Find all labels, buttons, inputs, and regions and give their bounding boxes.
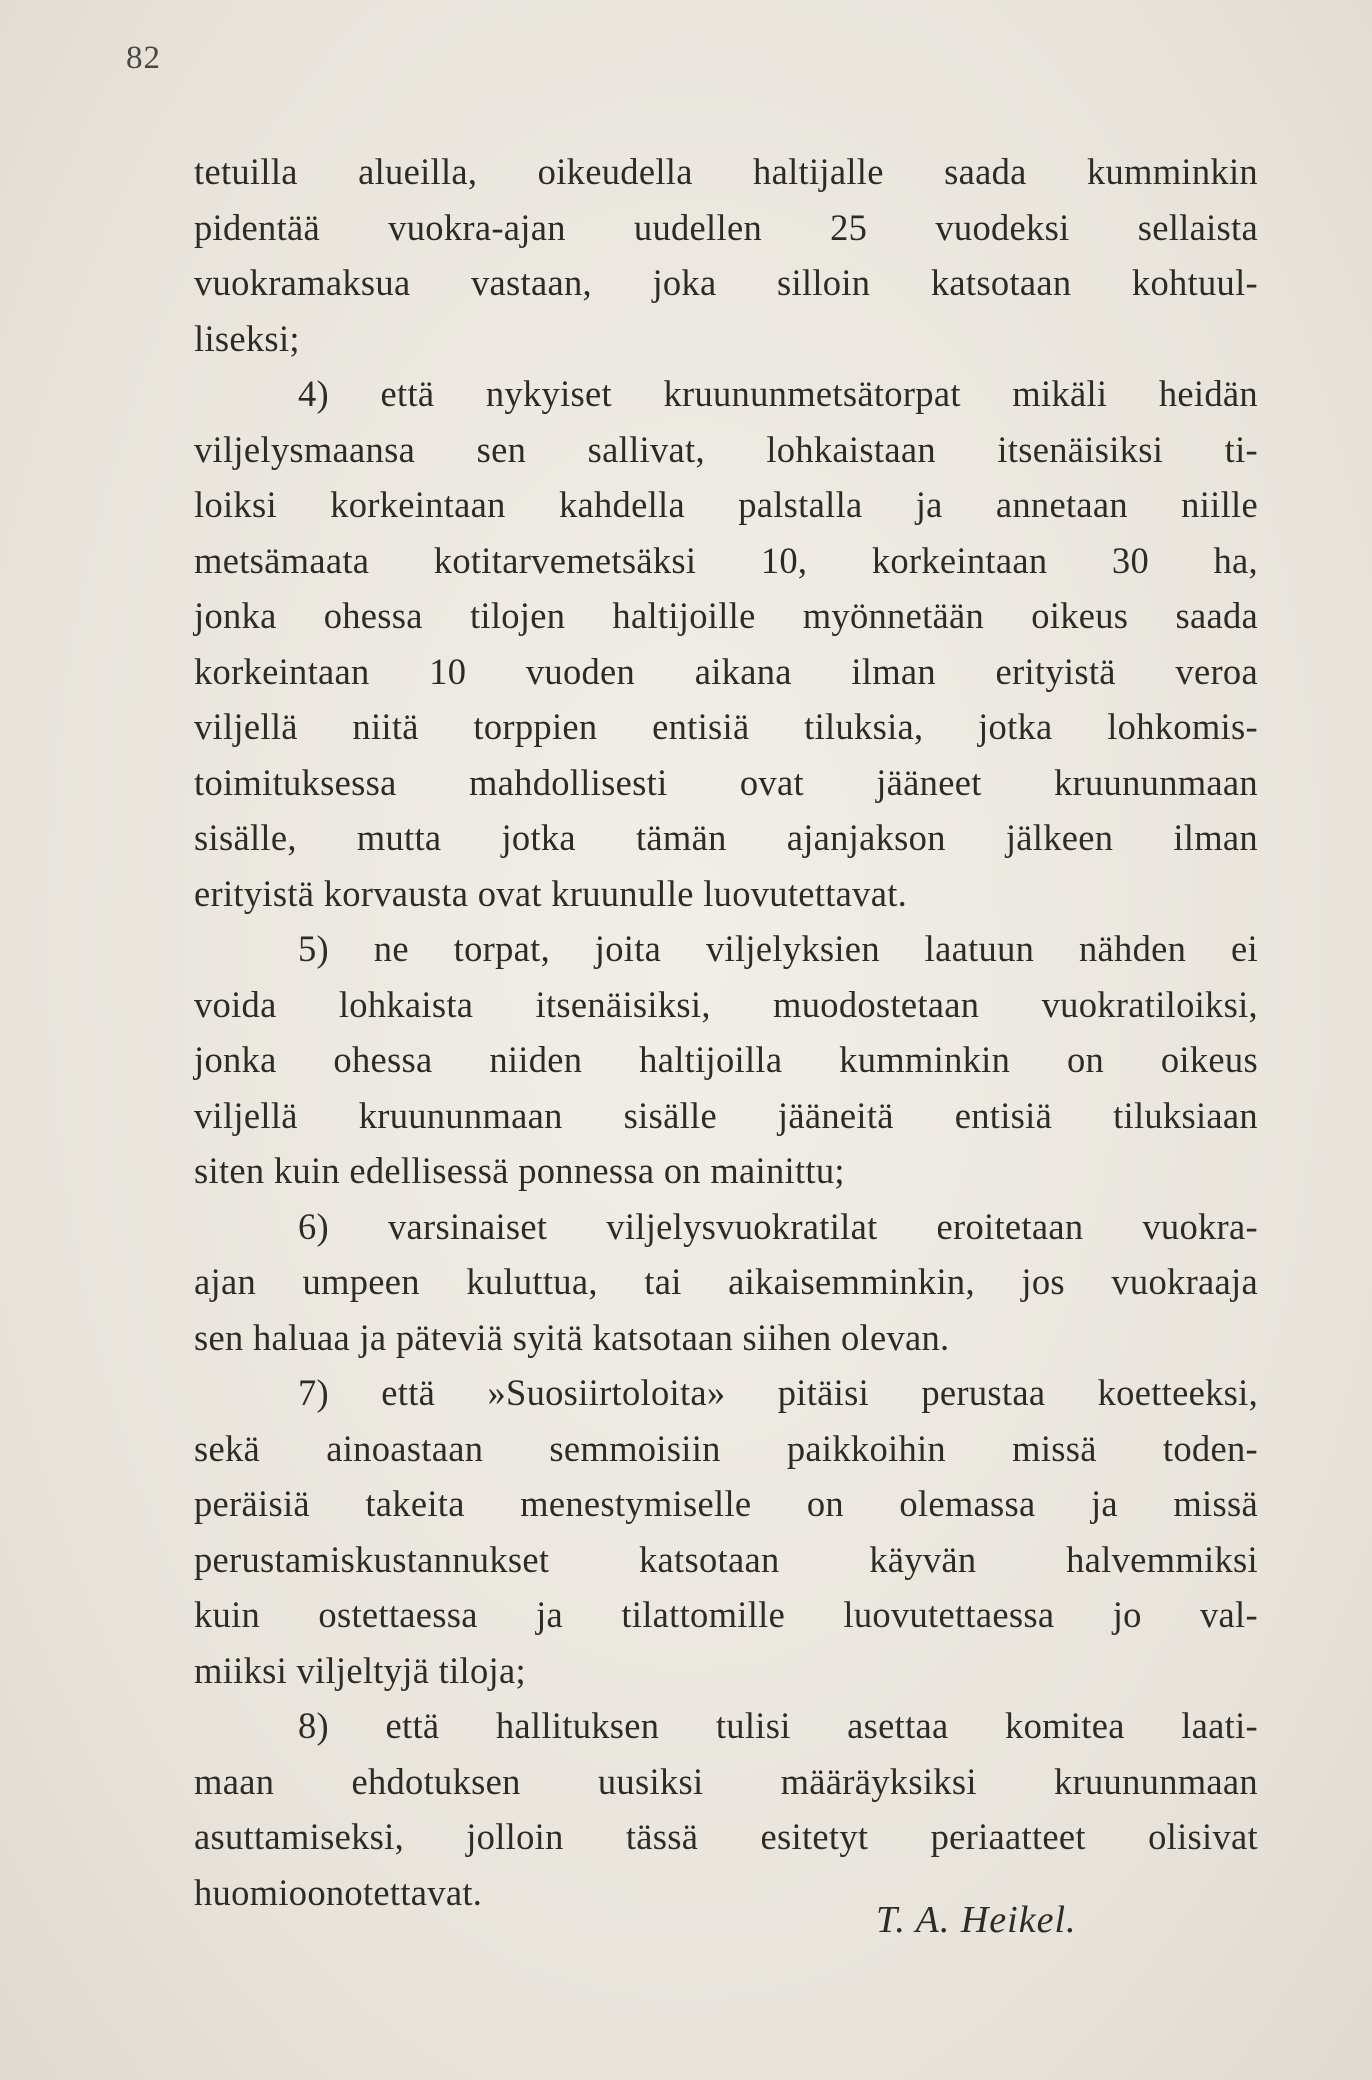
signature: T. A. Heikel. (876, 1899, 1077, 1941)
text-line: peräisiä takeita menestymiselle on olemassa ja missä (194, 1483, 1258, 1524)
text-line: tetuilla alueilla, oikeudella haltijalle saada kumminkin (194, 151, 1258, 192)
text-line: vuokramaksua vastaan, joka silloin katsotaan kohtuul- (194, 262, 1258, 303)
text-line: viljellä kruununmaan sisälle jääneitä entisiä tiluksiaan (194, 1094, 1258, 1136)
text-line: siten kuin edellisessä ponnessa on mainittu; (194, 1150, 845, 1191)
text-line: kuin ostettaessa ja tilattomille luovutettaessa jo val- (194, 1594, 1258, 1635)
text-line: loiksi korkeintaan kahdella palstalla ja annetaan niille (194, 484, 1258, 525)
text-line: miiksi viljeltyjä tiloja; (194, 1649, 526, 1691)
text-line: ajan umpeen kuluttua, tai aikaisemminkin, jos vuokraaja (194, 1261, 1258, 1302)
text-line: viljellä niitä torppien entisiä tiluksia, jotka lohkomis- (194, 706, 1258, 747)
text-line: huomioonotettavat. (194, 1871, 483, 1913)
text-line: jonka ohessa tilojen haltijoille myönnetään oikeus saada (194, 595, 1258, 636)
text-line: toimituksessa mahdollisesti ovat jääneet kruununmaan (194, 761, 1258, 803)
text-line: korkeintaan 10 vuoden aikana ilman erityistä veroa (194, 650, 1258, 692)
text-line: 7) että »Suosiirtoloita» pitäisi perustaa koetteeksi, (298, 1372, 1258, 1413)
text-line: sisälle, mutta jotka tämän ajanjakson jälkeen ilman (194, 817, 1258, 858)
text-line: 5) ne torpat, joita viljelyksien laatuun nähden ei (298, 928, 1258, 969)
text-line: liseksi; (194, 317, 300, 359)
text-line: metsämaata kotitarvemetsäksi 10, korkeintaan 30 ha, (194, 539, 1258, 581)
text-line: sen haluaa ja päteviä syitä katsotaan siihen olevan. (194, 1316, 950, 1358)
text-line: maan ehdotuksen uusiksi määräyksiksi kruununmaan (194, 1760, 1258, 1802)
text-line: asuttamiseksi, jolloin tässä esitetyt periaatteet olisivat (194, 1816, 1258, 1857)
text-line: viljelysmaansa sen sallivat, lohkaistaan itsenäisiksi ti- (194, 428, 1258, 470)
text-line: sekä ainoastaan semmoisiin paikkoihin missä toden- (194, 1427, 1258, 1469)
text-line: 4) että nykyiset kruununmetsätorpat mikäli heidän (298, 373, 1258, 414)
text-line: jonka ohessa niiden haltijoilla kumminkin on oikeus (194, 1039, 1258, 1080)
text-line: voida lohkaista itsenäisiksi, muodostetaan vuokratiloiksi, (194, 983, 1258, 1025)
page-number: 82 (126, 40, 161, 76)
text-line: 6) varsinaiset viljelysvuokratilat eroitetaan vuokra- (298, 1205, 1258, 1247)
text-line: erityistä korvausta ovat kruunulle luovutettavat. (194, 872, 908, 914)
text-line: pidentää vuokra-ajan uudellen 25 vuodeksi sellaista (194, 206, 1258, 248)
text-line: 8) että hallituksen tulisi asettaa komitea laati- (298, 1705, 1258, 1746)
text-line: perustamiskustannukset katsotaan käyvän halvemmiksi (194, 1538, 1258, 1580)
body-text (194, 144, 1258, 1920)
